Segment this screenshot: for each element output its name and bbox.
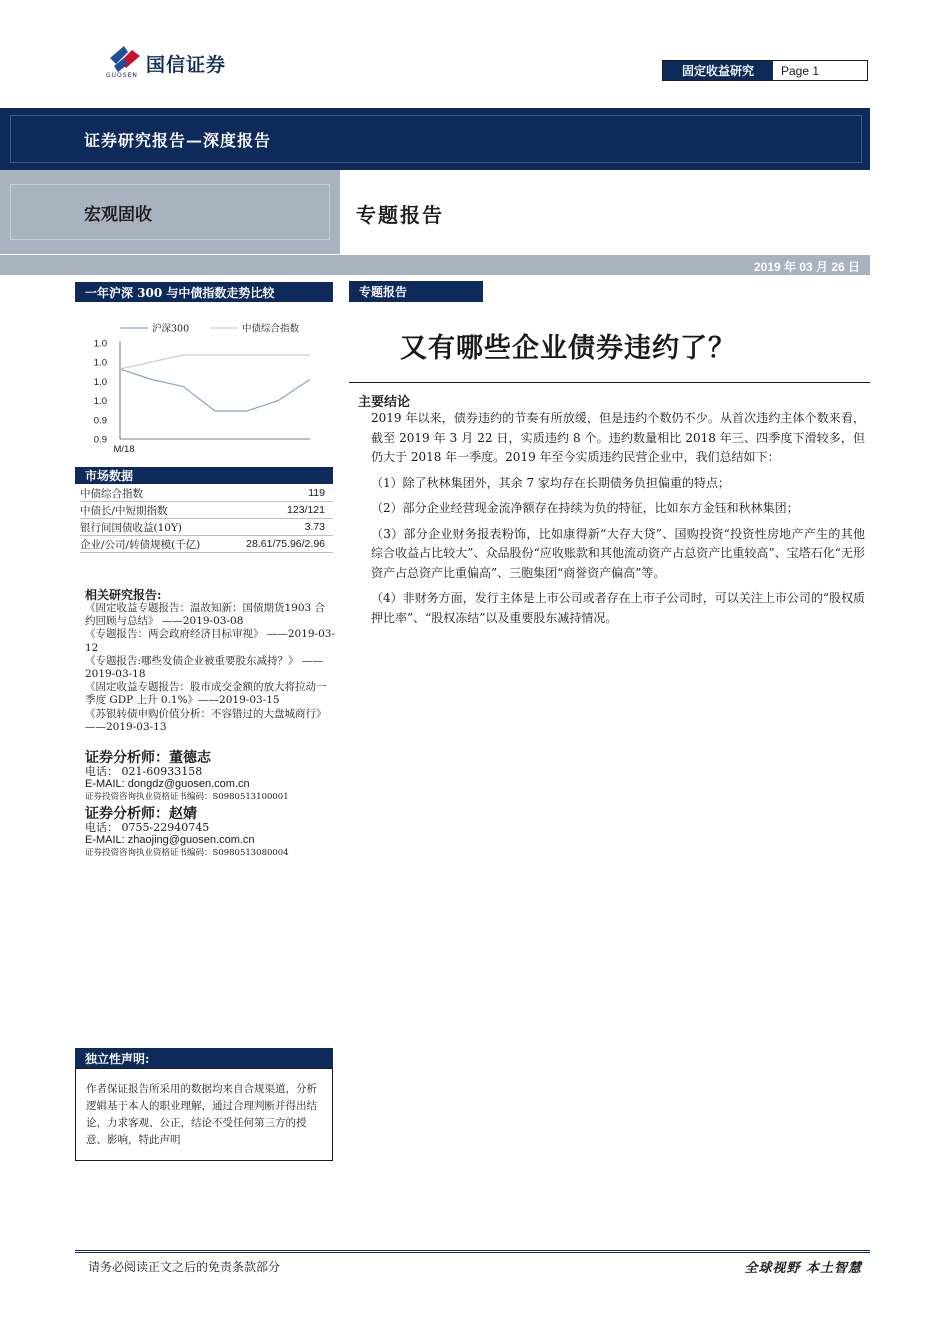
report-type: 证券研究报告—深度报告 <box>84 131 272 150</box>
y-tick-label: 1.0 <box>93 376 107 388</box>
analyst-email: E-MAIL: dongdz@guosen.com.cn <box>85 778 250 790</box>
report-kind: 专题报告 <box>356 203 444 227</box>
independence-title: 独立性声明: <box>75 1048 333 1068</box>
footer-disclaimer: 请务必阅读正文之后的免责条款部分 <box>88 1260 281 1274</box>
report-title: 又有哪些企业债券违约了？ <box>400 333 736 364</box>
trend-chart <box>75 315 333 460</box>
section-label: 固定收益研究 <box>663 61 773 80</box>
market-data-table <box>80 485 333 553</box>
market-label: 中债长/中短期指数 <box>80 504 168 517</box>
title-divider <box>349 382 870 383</box>
table-row <box>80 485 333 502</box>
related-report-item: 《专题报告:哪些发债企业被重要股东减持？》 ——2019-03-18 <box>85 654 323 681</box>
conclusion-paragraph: （1）除了秋林集团外，其余 7 家均存在长期债务负担偏重的特点； <box>371 475 730 490</box>
market-value: 3.73 <box>304 521 325 533</box>
table-row <box>80 502 333 519</box>
market-value: 119 <box>308 487 325 499</box>
series-line <box>120 369 310 411</box>
analyst-phone: 电话： 021-60933158 <box>85 765 203 778</box>
x-tick-label: M/18 <box>113 444 135 455</box>
analyst-phone: 电话： 0755-22940745 <box>85 821 210 834</box>
market-value: 28.61/75.96/2.96 <box>246 538 325 550</box>
analyst-email: E-MAIL: zhaojing@guosen.com.cn <box>85 834 255 846</box>
date-bar <box>0 255 870 275</box>
market-data-title: 市场数据 <box>75 467 333 484</box>
company-logo-icon <box>106 44 144 74</box>
conclusion-body <box>371 409 865 634</box>
footer-slogan: 全球视野 本土智慧 <box>744 1261 862 1276</box>
topic-tag: 专题报告 <box>349 281 483 302</box>
analyst-name: 证券分析师：赵婧 <box>85 806 197 822</box>
analyst-card <box>85 752 345 804</box>
page-number: Page 1 <box>781 63 820 78</box>
analyst-cert: 证券投资咨询执业资格证书编码：S0980513080004 <box>85 848 289 858</box>
related-report-item: 《固定收益专题报告：温故知新：国债期货1903 合约回顾与总结》 ——2019-03-08 <box>85 602 326 628</box>
related-reports-list <box>85 602 335 734</box>
y-tick-label: 1.0 <box>93 338 107 350</box>
related-report-item: 《苏银转债申购价值分析：不容错过的大盘城商行》 ——2019-03-13 <box>85 707 327 733</box>
report-category: 宏观固收 <box>84 205 152 225</box>
legend-label: 沪深300 <box>152 323 190 335</box>
related-report-item: 《专题报告：两会政府经济目标审视》 ——2019-03-12 <box>85 628 336 654</box>
market-value: 123/121 <box>287 504 325 516</box>
series-line <box>120 355 310 369</box>
chart-section-title: 一年沪深 300 与中债指数走势比较 <box>75 282 333 302</box>
y-tick-label: 0.9 <box>93 415 107 427</box>
related-report-item: 《固定收益专题报告：股市成交金额的放大将拉动一季度 GDP 上升 0.1%》——2019-03-15 <box>85 681 327 707</box>
table-row <box>80 519 333 536</box>
table-row <box>80 536 333 553</box>
report-date: 2019 年 03 月 26 日 <box>753 260 860 274</box>
analyst-name: 证券分析师：董德志 <box>85 750 211 766</box>
company-name-en: GUOSEN <box>106 72 138 79</box>
footer-divider <box>75 1250 870 1253</box>
conclusion-paragraph: （3）部分企业财务报表粉饰，比如康得新“大存大贷”、国购投资“投资性房地产产生的其他综合收益占比较大”、众品股份“应收账款和其他流动资产占总资产比重较高”、宝塔石化“无形资产占总资产比重偏高”、三胞集团“商誉资产偏高”等。 <box>371 526 865 580</box>
analyst-cert: 证券投资咨询执业资格证书编码：S0980513100001 <box>85 792 289 802</box>
y-tick-label: 1.0 <box>93 357 107 369</box>
conclusion-paragraph: （4）非财务方面，发行主体是上市公司或者存在上市子公司时，可以关注上市公司的“股权质押比率”、“股权冻结”以及重要股东减持情况。 <box>371 591 865 625</box>
independence-text: 作者保证报告所采用的数据均来自合规渠道，分析逻辑基于本人的职业理解，通过合理判断并得出结论，力求客观、公正，结论不受任何第三方的授意、影响，特此声明 <box>75 1068 333 1161</box>
related-reports-title: 相关研究报告: <box>85 588 162 602</box>
conclusion-title: 主要结论 <box>358 395 411 410</box>
conclusion-paragraph: 2019 年以来，债券违约的节奏有所放缓，但是违约个数仍不少。从首次违约主体个数来看，截至 2019 年 3 月 22 日，实质违约 8 个。违约数量相比 2018 年三、四季度下滑较多，但仍大于 2018 年一季度。2019 年至今实质违约民营企业中，我们总结如下： <box>371 411 865 464</box>
y-tick-label: 0.9 <box>93 434 107 446</box>
banner-category-frame <box>10 184 330 240</box>
analyst-card <box>85 808 345 860</box>
market-label: 银行间国债收益(10Y) <box>80 521 182 534</box>
y-tick-label: 1.0 <box>93 396 107 408</box>
legend-label: 中债综合指数 <box>242 323 300 335</box>
page-header-box <box>662 60 868 81</box>
conclusion-paragraph: （2）部分企业经营现金流净额存在持续为负的特征，比如东方金钰和秋林集团； <box>371 501 799 515</box>
market-label: 企业/公司/转债规模(千亿) <box>80 538 201 551</box>
market-label: 中债综合指数 <box>80 487 143 500</box>
company-name: 国信证券 <box>146 54 227 76</box>
